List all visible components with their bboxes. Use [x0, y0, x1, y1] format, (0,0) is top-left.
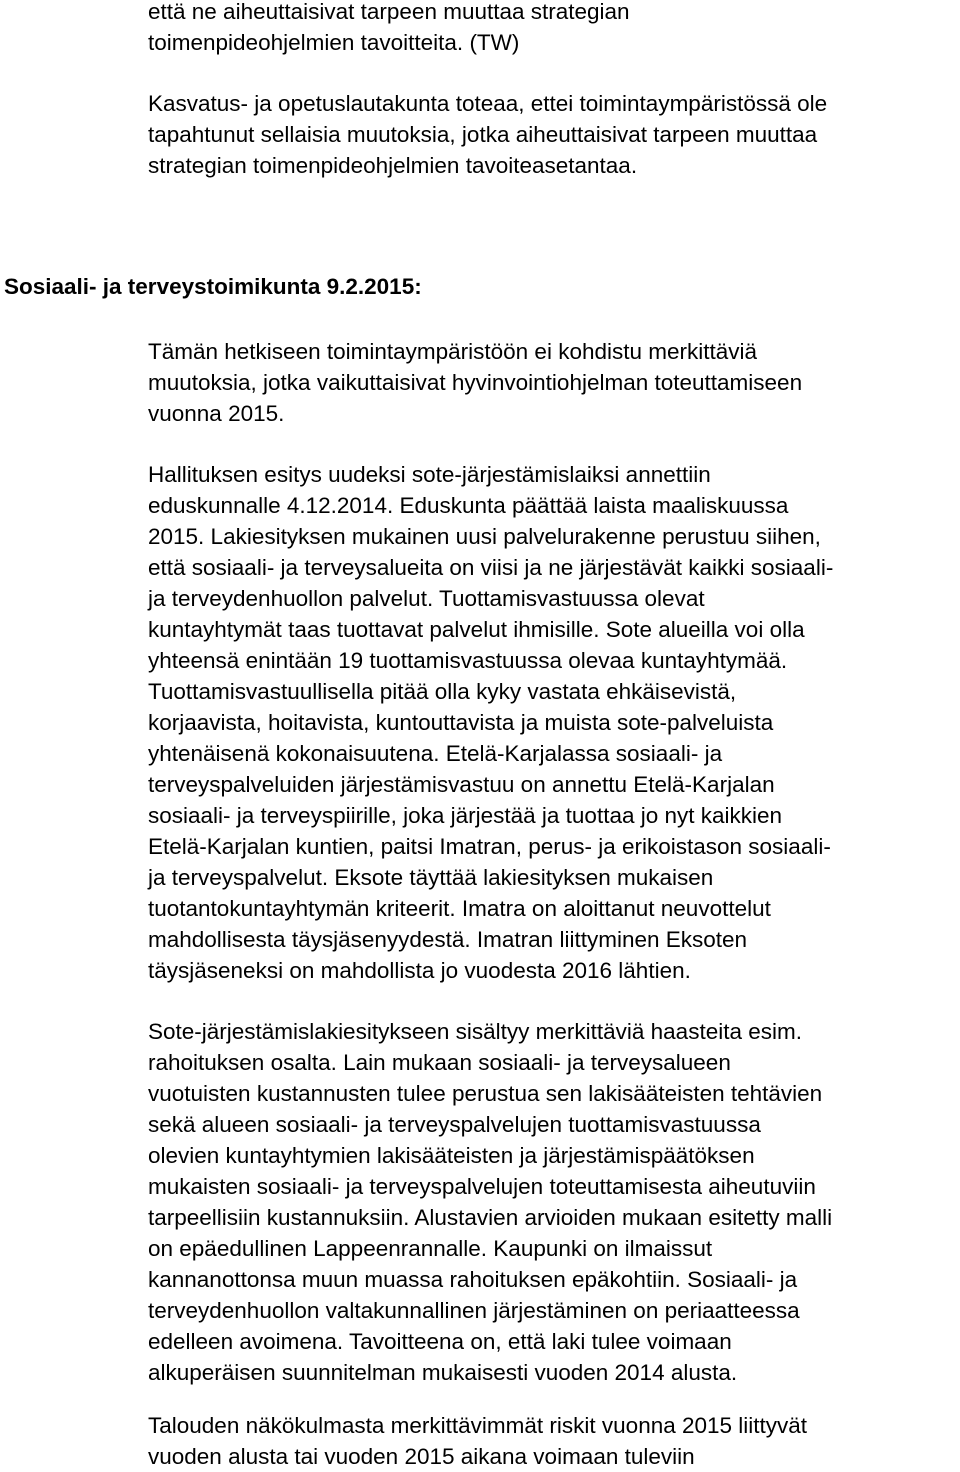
paragraph2-line-7: yhteensä enintään 19 tuottamisvastuussa olevaa kuntayhtymää. — [148, 648, 788, 673]
board-line-3: strategian toimenpideohjelmien tavoiteasetantaa. — [148, 153, 638, 178]
paragraph3-line-9: kannanottonsa muun muassa rahoituksen epäkohtiin. Sosiaali- ja — [148, 1267, 798, 1292]
paragraph2-line-6: kuntayhtymät taas tuottavat palvelut ihmisille. Sote alueilla voi olla — [148, 617, 805, 642]
paragraph3-line-7: tarpeellisiin kustannuksiin. Alustavien arvioiden mukaan esitetty malli — [148, 1205, 833, 1230]
paragraph1-line-2: muutoksia, jotka vaikuttaisivat hyvinvointiohjelman toteuttamiseen — [148, 370, 803, 395]
paragraph1-line-1: Tämän hetkiseen toimintaympäristöön ei kohdistu merkittäviä — [148, 339, 758, 364]
paragraph3-line-2: rahoituksen osalta. Lain mukaan sosiaali- ja terveysalueen — [148, 1050, 731, 1075]
paragraph3-line-12: alkuperäisen suunnitelman mukaisesti vuoden 2014 alusta. — [148, 1360, 738, 1385]
paragraph3-line-6: mukaisten sosiaali- ja terveyspalvelujen toteuttamisesta aiheutuviin — [148, 1174, 816, 1199]
paragraph3-line-8: on epäedullinen Lappeenrannalle. Kaupunki on ilmaissut — [148, 1236, 713, 1261]
paragraph2-line-3: 2015. Lakiesityksen mukainen uusi palvelurakenne perustuu siihen, — [148, 524, 821, 549]
paragraph3-line-3: vuotuisten kustannusten tulee perustua sen lakisääteisten tehtävien — [148, 1081, 823, 1106]
paragraph2-line-16: mahdollisesta täysjäsenyydestä. Imatran liittyminen Eksoten — [148, 927, 748, 952]
paragraph3-line-4: sekä alueen sosiaali- ja terveyspalvelujen tuottamisvastuussa — [148, 1112, 761, 1137]
intro-line-2: toimenpideohjelmien tavoitteita. (TW) — [148, 30, 520, 55]
paragraph2-line-13: Etelä-Karjalan kuntien, paitsi Imatran, perus- ja erikoistason sosiaali- — [148, 834, 831, 859]
paragraph2-line-17: täysjäseneksi on mahdollista jo vuodesta 2016 lähtien. — [148, 958, 691, 983]
paragraph2-line-8: Tuottamisvastuullisella pitää olla kyky vastata ehkäisevistä, — [148, 679, 737, 704]
paragraph2-line-15: tuotantokuntayhtymän kriteerit. Imatra on aloittanut neuvottelut — [148, 896, 771, 921]
paragraph2-line-11: terveyspalveluiden järjestämisvastuu on annettu Etelä-Karjalan — [148, 772, 775, 797]
paragraph2-line-1: Hallituksen esitys uudeksi sote-järjestämislaiksi annettiin — [148, 462, 711, 487]
board-line-2: tapahtunut sellaisia muutoksia, jotka aiheuttaisivat tarpeen muuttaa — [148, 122, 818, 147]
paragraph2-line-9: korjaavista, hoitavista, kuntouttavista ja muista sote-palveluista — [148, 710, 774, 735]
paragraph2-line-2: eduskunnalle 4.12.2014. Eduskunta päättää laista maaliskuussa — [148, 493, 789, 518]
paragraph4-line-1: Talouden näkökulmasta merkittävimmät riskit vuonna 2015 liittyvät — [148, 1413, 808, 1438]
board-line-1: Kasvatus- ja opetuslautakunta toteaa, ettei toimintaympäristössä ole — [148, 91, 828, 116]
section-heading: Sosiaali- ja terveystoimikunta 9.2.2015: — [4, 274, 422, 299]
paragraph2-line-5: ja terveydenhuollon palvelut. Tuottamisvastuussa olevat — [148, 586, 705, 611]
paragraph2-line-4: että sosiaali- ja terveysalueita on viisi ja ne järjestävät kaikki sosiaali- — [148, 555, 834, 580]
paragraph3-line-10: terveydenhuollon valtakunnallinen järjestäminen on periaatteessa — [148, 1298, 800, 1323]
paragraph3-line-11: edelleen avoimena. Tavoitteena on, että laki tulee voimaan — [148, 1329, 732, 1354]
paragraph2-line-10: yhtenäisenä kokonaisuutena. Etelä-Karjalassa sosiaali- ja — [148, 741, 723, 766]
paragraph1-line-3: vuonna 2015. — [148, 401, 285, 426]
paragraph3-line-1: Sote-järjestämislakiesitykseen sisältyy merkittäviä haasteita esim. — [148, 1019, 802, 1044]
paragraph4-line-2: vuoden alusta tai vuoden 2015 aikana voimaan tuleviin — [148, 1444, 695, 1469]
intro-line-1: että ne aiheuttaisivat tarpeen muuttaa strategian — [148, 0, 630, 24]
paragraph3-line-5: olevien kuntayhtymien lakisääteisten ja järjestämispäätöksen — [148, 1143, 755, 1168]
paragraph2-line-14: ja terveyspalvelut. Eksote täyttää lakiesityksen mukaisen — [148, 865, 714, 890]
paragraph2-line-12: sosiaali- ja terveyspiirille, joka järjestää ja tuottaa jo nyt kaikkien — [148, 803, 783, 828]
